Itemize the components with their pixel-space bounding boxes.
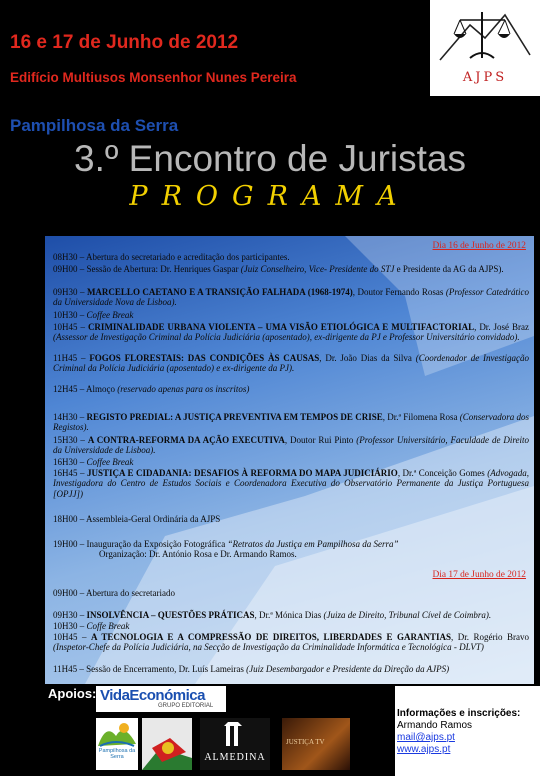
schedule-item: 11H45 – Sessão de Encerramento, Dr. Luís Lameiras (Juiz Desembargador e Presidente da Direção da AJPS)	[53, 664, 450, 674]
schedule-item: 15H30 – A CONTRA-REFORMA DA AÇÃO EXECUTIVA, Doutor Rui Pinto (Professor Universitário, Faculdade de Direito da Universidade de Lisboa).	[53, 435, 530, 456]
sponsor-pampilhosa[interactable]	[96, 718, 138, 770]
schedule-panel	[45, 236, 534, 684]
event-title: 3.º Encontro de Juristas	[74, 138, 466, 179]
info-email-link[interactable]: mail@ajps.pt	[397, 732, 455, 743]
ajps-logo	[430, 0, 540, 96]
contact-box	[395, 686, 540, 776]
sponsor-pampilhosa-text: Pampilhosa da Serra	[98, 748, 136, 760]
schedule-item: 12H45 – Almoço (reservado apenas para os inscritos)	[53, 384, 250, 394]
info-heading: Informações e inscrições:	[397, 708, 521, 719]
event-town: Pampilhosa da Serra	[10, 116, 179, 135]
almedina-logo-icon	[200, 718, 270, 752]
sponsor-vida-economica[interactable]	[96, 686, 226, 712]
schedule-item: 19H00 – Inauguração da Exposição Fotográfica “Retratos da Justiça em Pampilhosa da Serra” Organização: Dr. António Rosa e Dr. Armando Ramos.	[53, 539, 399, 560]
schedule-item: 10H30 – Coffe Break	[53, 621, 130, 631]
schedule-item: 09H30 – MARCELLO CAETANO E A TRANSIÇÃO FALHADA (1968-1974), Doutor Fernando Rosas (Professor Catedrático da Universidade Nova de Lisboa).	[53, 287, 529, 308]
day-1-heading: Dia 16 de Junho de 2012	[432, 241, 526, 251]
schedule-item: 18H00 – Assembleia-Geral Ordinária da AJPS	[53, 514, 221, 524]
schedule-item: 16H45 – JUSTIÇA E CIDADANIA: DESAFIOS À REFORMA DO MAPA JUDICIÁRIO, Dr.ª Conceição Gomes (Advogada, Investigadora do Centro de Estudos Sociais e Coordenadora Executiva do Observatório Permanente da Justiça Portuguesa [OPJJ])	[53, 468, 530, 499]
logo-text: AJPS	[462, 70, 508, 85]
day-2-heading: Dia 17 de Junho de 2012	[432, 570, 526, 580]
sponsors-label: Apoios:	[48, 686, 97, 701]
schedule-item: 16H30 – Coffee Break	[53, 457, 134, 467]
sponsor-vida-subtext: GRUPO EDITORIAL	[158, 703, 214, 709]
sponsor-vida-text: VidaEconómica	[100, 687, 205, 704]
schedule-item: 14H30 – REGISTO PREDIAL: A JUSTIÇA PREVENTIVA EM TEMPOS DE CRISE, Dr.ª Filomena Rosa (Conservadora dos Registos).	[53, 412, 530, 433]
schedule-item: 10H45 – CRIMINALIDADE URBANA VIOLENTA – UMA VISÃO ETIOLÓGICA E MULTIFACTORIAL, Dr. José Braz (Assessor de Investigação Criminal da Polícia Judiciária (aposentado), ex-dirigente da PJ e Professor Universitário convidado).	[53, 322, 529, 343]
info-website-link[interactable]: www.ajps.pt	[397, 744, 451, 755]
schedule-item: 11H45 – FOGOS FLORESTAIS: DAS CONDIÇÕES ÀS CAUSAS, Dr. João Dias da Silva (Coordenador de Investigação Criminal da Polícia Judiciária (aposentado) e ex-dirigente da PJ).	[53, 353, 530, 374]
sponsor-justica-text: JUSTIÇA TV	[286, 738, 325, 746]
sponsor-almedina-text: ALMEDINA	[204, 752, 266, 763]
event-date: 16 e 17 de Junho de 2012	[10, 32, 239, 53]
coat-of-arms-icon	[142, 718, 192, 770]
sponsor-justica-tv[interactable]	[282, 718, 350, 770]
sponsor-almedina[interactable]	[200, 718, 270, 770]
schedule-item: 09H00 – Sessão de Abertura: Dr. Henriques Gaspar (Juiz Conselheiro, Vice- Presidente do STJ e Presidente da AG da AJPS).	[53, 264, 504, 274]
scales-of-justice-icon	[430, 0, 540, 70]
schedule-item: 10H30 – Coffee Break	[53, 310, 134, 320]
info-contact-name: Armando Ramos	[397, 720, 473, 731]
program-heading: PROGRAMA	[129, 181, 411, 212]
sponsor-coat-of-arms[interactable]	[142, 718, 192, 770]
event-venue: Edifício Multiusos Monsenhor Nunes Pereira	[10, 70, 297, 85]
schedule-item: 09H30 – INSOLVÊNCIA – QUESTÕES PRÁTICAS, Dr.ª Mónica Dias (Juiza de Direito, Tribunal Cível de Coimbra).	[53, 610, 492, 620]
schedule-item: 10H45 – A TECNOLOGIA E A COMPRESSÃO DE DIREITOS, LIBERDADES E GARANTIAS, Dr. Rogério Bravo (Inspetor-Chefe da Polícia Judiciária, na Secção de Investigação da Criminalidade Informática e Tecnológica - DLVT)	[53, 632, 529, 653]
schedule-item: 08H30 – Abertura do secretariado e acreditação dos participantes.	[53, 252, 290, 262]
schedule-item: 09H00 – Abertura do secretariado	[53, 588, 175, 598]
pampilhosa-logo-icon	[96, 718, 138, 748]
